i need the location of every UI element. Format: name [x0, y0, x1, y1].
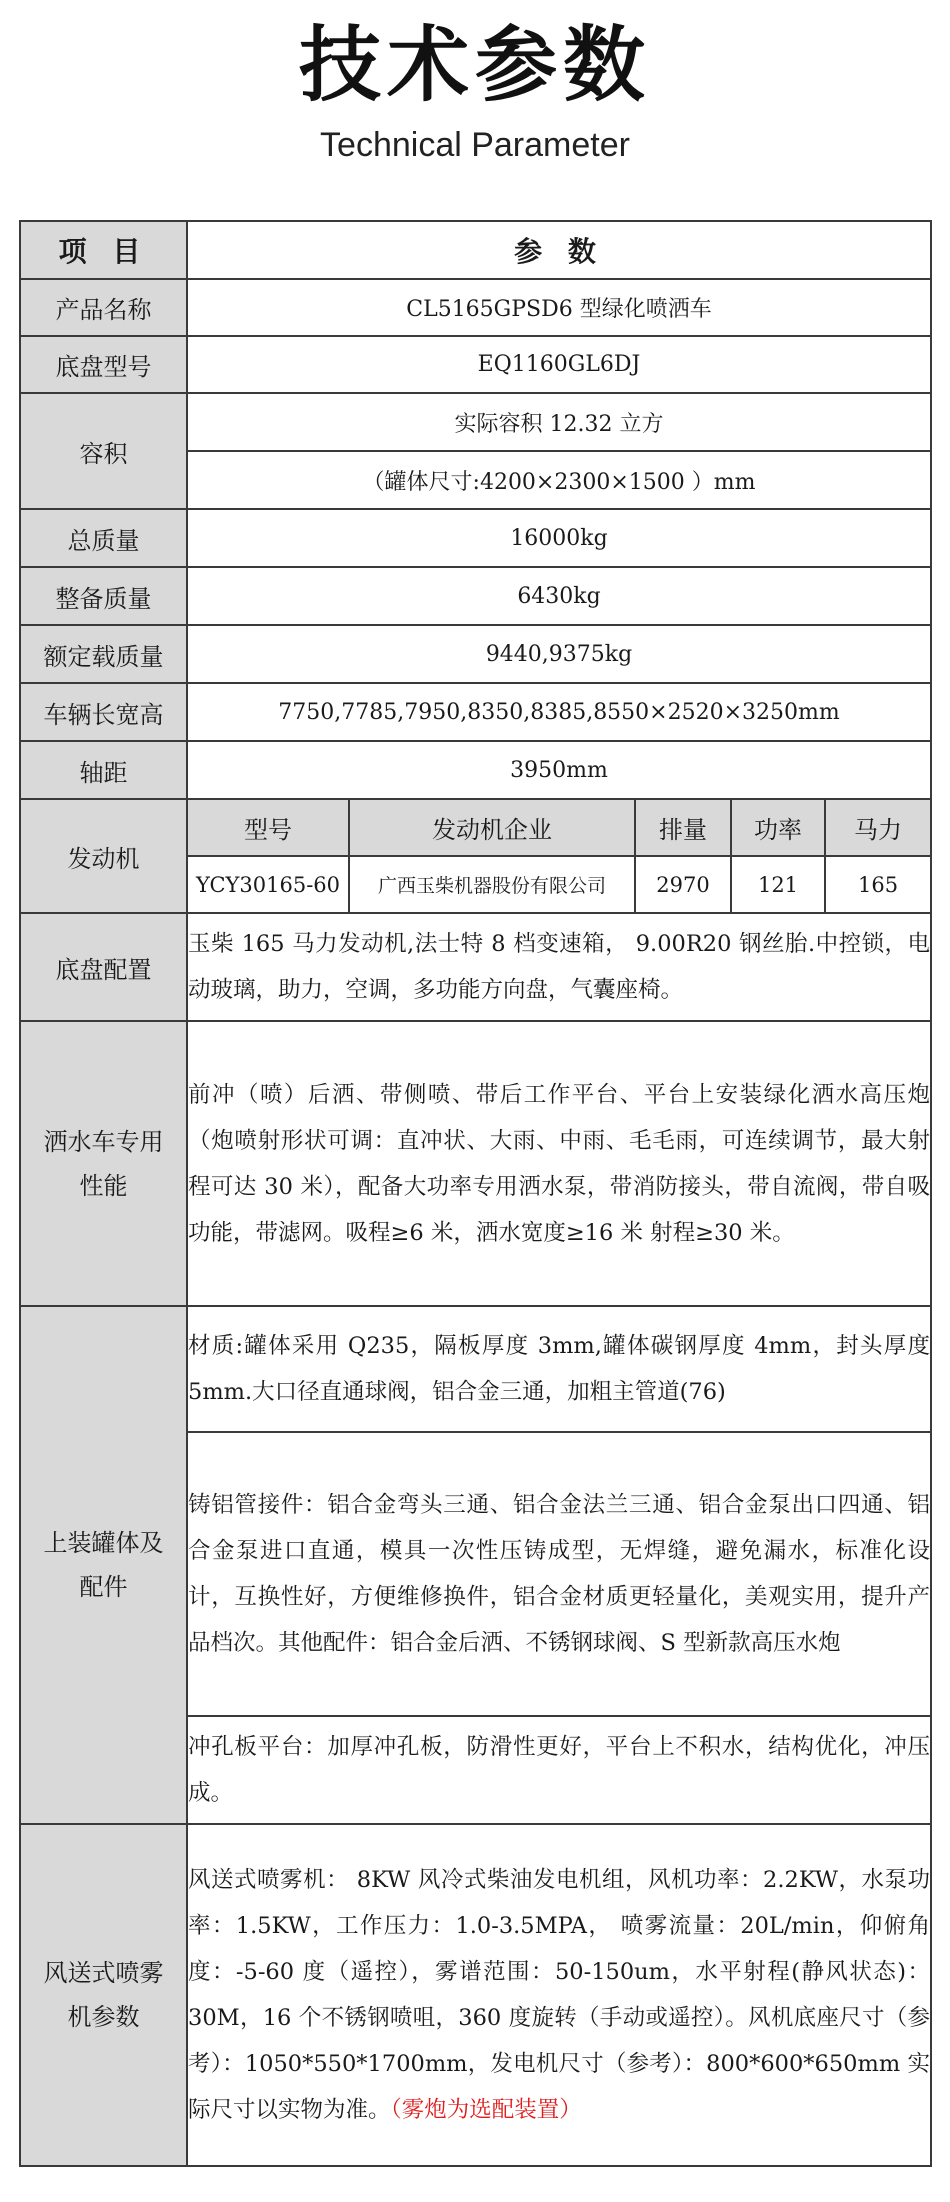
fog-label-line2: 机参数 [67, 2003, 140, 2031]
engine-label: 发动机 [20, 799, 187, 913]
volume-value-2: （罐体尺寸:4200×2300×1500 ）mm [187, 451, 931, 509]
table-row [20, 279, 931, 336]
dimensions-label: 车辆长宽高 [20, 683, 187, 741]
fog-label-line1: 风送式喷雾 [43, 1959, 164, 1987]
engine-header-horsepower: 马力 [825, 799, 931, 856]
table-row [20, 1021, 931, 1306]
engine-header-model: 型号 [187, 799, 349, 856]
tank-platform-text: 冲孔板平台：加厚冲孔板，防滑性更好，平台上不积水，结构优化，冲压成。 [187, 1716, 931, 1824]
page-title: 技术参数 [298, 18, 651, 113]
volume-label: 容积 [20, 393, 187, 509]
engine-horsepower-value: 165 [825, 856, 931, 913]
spec-table [19, 220, 932, 2167]
engine-header-maker: 发动机企业 [349, 799, 635, 856]
tank-casting-text: 铸铝管接件：铝合金弯头三通、铝合金法兰三通、铝合金泵出口四通、铝合金泵进口直通，模具一次性压铸成型，无焊缝，避免漏水，标准化设计，互换性好，方便维修换件，铝合金材质更轻量化，美观实用，提升产品档次。其他配件：铝合金后洒、不锈钢球阀、S 型新款高压水炮 [187, 1432, 931, 1716]
sprinkler-label [20, 1021, 187, 1306]
table-row [20, 1824, 931, 2166]
curb-mass-label: 整备质量 [20, 567, 187, 625]
product-name-label: 产品名称 [20, 279, 187, 336]
volume-value-1: 实际容积 12.32 立方 [187, 393, 931, 451]
product-name-value: CL5165GPSD6 型绿化喷洒车 [187, 279, 931, 336]
tank-label-line2: 配件 [79, 1573, 128, 1601]
engine-model-value: YCY30165-60 [187, 856, 349, 913]
header-item: 项 目 [20, 221, 187, 279]
engine-header-row [20, 799, 931, 856]
table-row [20, 393, 931, 451]
table-row [20, 1306, 931, 1432]
header-param: 参 数 [187, 221, 931, 279]
table-row [20, 683, 931, 741]
dimensions-value: 7750,7785,7950,8350,8385,8550×2520×3250mm [187, 683, 931, 741]
total-mass-value: 16000kg [187, 509, 931, 567]
table-row [20, 336, 931, 393]
engine-header-power: 功率 [731, 799, 825, 856]
sprinkler-text: 前冲（喷）后洒、带侧喷、带后工作平台、平台上安装绿化洒水高压炮（炮喷射形状可调：直冲状、大雨、中雨、毛毛雨，可连续调节，最大射程可达 30 米），配备大功率专用洒水泵，带消防接头，带自流阀，带自吸功能，带滤网。吸程≥6 米，洒水宽度≥16 米 射程≥30 米。 [187, 1021, 931, 1306]
wheelbase-value: 3950mm [187, 741, 931, 799]
table-row [20, 625, 931, 683]
engine-maker-value: 广西玉柴机器股份有限公司 [349, 856, 635, 913]
sprinkler-label-line1: 洒水车专用 [43, 1127, 164, 1156]
rated-load-value: 9440,9375kg [187, 625, 931, 683]
tank-label [20, 1306, 187, 1824]
total-mass-label: 总质量 [20, 509, 187, 567]
fog-text-cell [187, 1824, 931, 2166]
engine-power-value: 121 [731, 856, 825, 913]
curb-mass-value: 6430kg [187, 567, 931, 625]
page-subtitle: Technical Parameter [320, 126, 630, 164]
fog-label [20, 1824, 187, 2166]
table-header-row [20, 221, 931, 279]
chassis-model-value: EQ1160GL6DJ [187, 336, 931, 393]
table-row [20, 567, 931, 625]
tank-label-line1: 上装罐体及 [43, 1529, 164, 1557]
table-row [20, 741, 931, 799]
chassis-model-label: 底盘型号 [20, 336, 187, 393]
engine-displacement-value: 2970 [635, 856, 731, 913]
table-row [20, 509, 931, 567]
chassis-config-text: 玉柴 165 马力发动机,法士特 8 档变速箱， 9.00R20 钢丝胎.中控锁，电动玻璃，助力，空调，多功能方向盘，气囊座椅。 [187, 913, 931, 1021]
sprinkler-label-line2: 性能 [79, 1171, 128, 1200]
fog-optional-note: （雾炮为选配装置） [390, 2097, 582, 2123]
chassis-config-label: 底盘配置 [20, 913, 187, 1021]
rated-load-label: 额定载质量 [20, 625, 187, 683]
engine-header-displacement: 排量 [635, 799, 731, 856]
wheelbase-label: 轴距 [20, 741, 187, 799]
table-row [20, 913, 931, 1021]
tank-material-text: 材质:罐体采用 Q235，隔板厚度 3mm,罐体碳钢厚度 4mm，封头厚度 5mm.大口径直通球阀，铝合金三通，加粗主管道(76) [187, 1306, 931, 1432]
fog-text: 风送式喷雾机： 8KW 风冷式柴油发电机组，风机功率：2.2KW，水泵功率：1.5KW，工作压力：1.0-3.5MPA， 喷雾流量：20L/min，仰俯角度：-5-60 度（遥控），雾谱范围：50-150um，水平射程(静风状态)： 30M，16 个不锈钢喷咀，360 度旋转（手动或遥控）。风机底座尺寸（参考）：1050*550*1700mm，发电机尺寸（参考）：800*600*650mm 实际尺寸以实物为准。 [188, 1867, 931, 2123]
